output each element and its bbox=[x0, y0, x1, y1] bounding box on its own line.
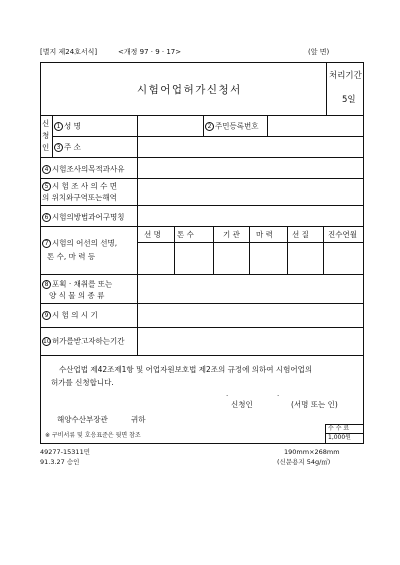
statement-line-1: 수산업법 제42조제1항 및 어업자원보호법 제2조의 규정에 의하여 시험어업의 bbox=[59, 365, 313, 374]
statement-line-2: 허가를 신청합니다. bbox=[51, 378, 114, 387]
vessel-field[interactable] bbox=[138, 243, 362, 273]
applicant-group-char-2: 청 bbox=[42, 131, 50, 140]
vessel-col-hull: 선 질 bbox=[292, 230, 309, 239]
vessel-col-horsepower: 마 력 bbox=[256, 230, 273, 239]
trial-period-label: 9 시 험 의 시 기 bbox=[42, 311, 98, 320]
permit-period-field[interactable] bbox=[138, 328, 362, 354]
recipient-name: 해양수산부장관 bbox=[57, 415, 108, 424]
method-label: 6 시험의방법과어구명칭 bbox=[42, 213, 124, 222]
species-field[interactable] bbox=[138, 275, 362, 302]
recipient-suffix: 귀하 bbox=[131, 415, 146, 424]
fee-label: 수 수 료 bbox=[328, 425, 350, 432]
form-title: 시험어업허가신청서 bbox=[137, 84, 242, 96]
address-label: 3 주 소 bbox=[54, 143, 81, 152]
address-field[interactable] bbox=[138, 137, 362, 156]
area-label-line-1: 5 시 험 조 사 의 수 면 bbox=[42, 182, 117, 191]
resident-number-label: 2 주민등록번호 bbox=[205, 122, 258, 131]
permit-period-label: 10허가를받고자하는기간 bbox=[43, 336, 125, 346]
vessel-col-launch-date: 진수연월 bbox=[328, 230, 357, 239]
name-label: 1 성 명 bbox=[54, 122, 81, 131]
application-form bbox=[40, 62, 364, 444]
date-dot-1: . bbox=[226, 390, 229, 398]
applicant-signature-label: 신청인 bbox=[231, 400, 253, 409]
vessel-col-engine: 기 관 bbox=[223, 230, 240, 239]
purpose-label: 4 시험조사의목적과사유 bbox=[42, 165, 124, 174]
species-label-line-1: 8 포획 · 채취를 또는 bbox=[42, 280, 112, 289]
area-field[interactable] bbox=[138, 179, 362, 204]
vessel-col-tonnage: 톤 수 bbox=[177, 230, 194, 239]
footer-paper-weight: (신문용지 54g/㎡) bbox=[277, 458, 331, 466]
purpose-field[interactable] bbox=[138, 158, 362, 177]
footer-form-code: 49277-15311민 bbox=[40, 448, 90, 456]
processing-period-label: 처리기간 bbox=[329, 71, 362, 81]
form-number: [별지 제24호서식] bbox=[40, 48, 98, 56]
method-field[interactable] bbox=[138, 206, 362, 225]
footer-approval: 91.3.27 승인 bbox=[40, 458, 80, 466]
resident-number-field[interactable] bbox=[268, 116, 362, 135]
revision-date: <개정 97 · 9 · 17> bbox=[118, 48, 182, 56]
applicant-group-char-1: 신 bbox=[42, 119, 50, 128]
signature-or-seal-note[interactable]: (서명 또는 인) bbox=[291, 400, 338, 409]
applicant-group-char-3: 인 bbox=[42, 143, 50, 152]
footer-paper-size: 190mm×268mm bbox=[284, 448, 340, 456]
processing-period-value: 5일 bbox=[342, 95, 356, 105]
attachment-note: ※ 구비서류 및 호응표준은 뒷면 참조 bbox=[45, 432, 141, 439]
species-label-line-2: 양 식 물 의 종 류 bbox=[49, 291, 105, 300]
page-side: (앞 면) bbox=[308, 48, 330, 56]
trial-period-field[interactable] bbox=[138, 304, 362, 326]
fee-amount: 1,000원 bbox=[328, 434, 351, 441]
vessel-label-line-2: 톤 수, 마 력 등 bbox=[47, 252, 96, 261]
date-dot-2: . bbox=[277, 390, 280, 398]
vessel-label-line-1: 7 시험의 어선의 선명, bbox=[42, 239, 117, 248]
name-field[interactable] bbox=[138, 116, 202, 135]
area-label-line-2: 의 위치와구역또는해역 bbox=[42, 193, 117, 202]
vessel-col-name: 선 명 bbox=[144, 230, 161, 239]
